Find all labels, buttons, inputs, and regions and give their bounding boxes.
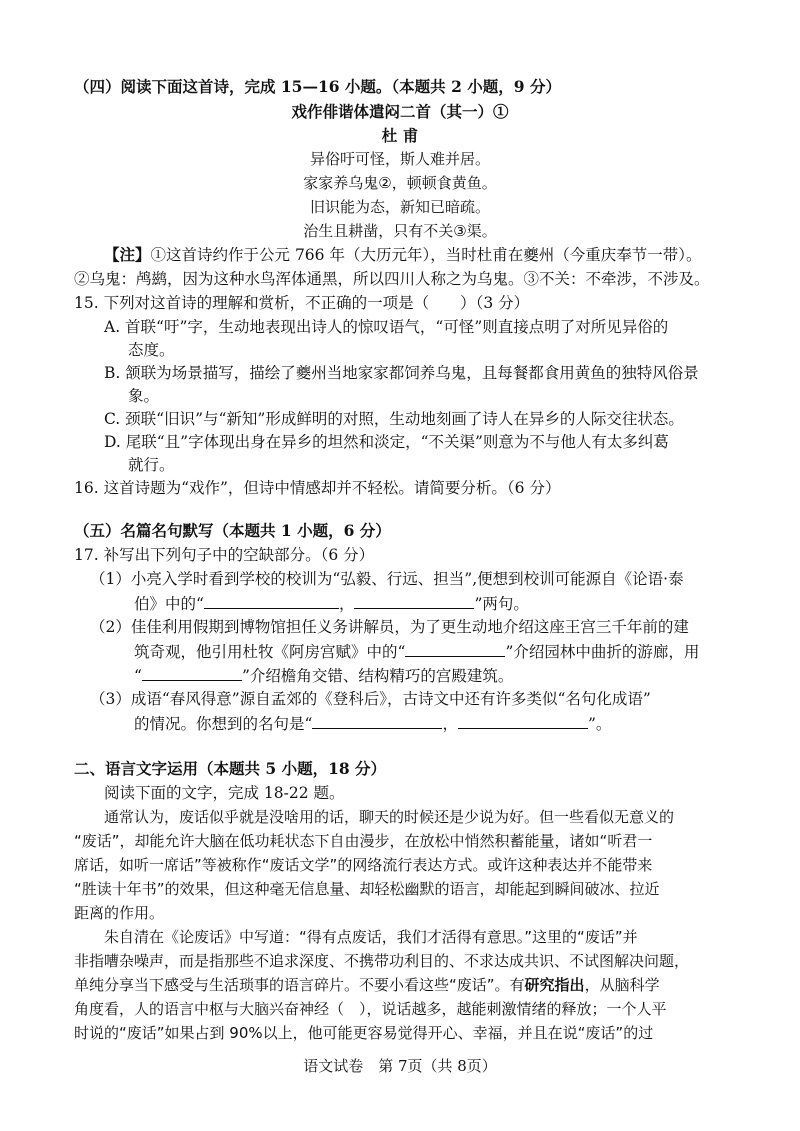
q17-item2-post: ”介绍园林中曲折的游廊，用 xyxy=(505,643,700,661)
q17-item1-pre: 伯》中的“ xyxy=(134,595,204,613)
note-text-1: ①这首诗约作于公元 766 年（大历元年），当时杜甫在夔州（今重庆奉节一带）。 xyxy=(150,246,702,264)
q17-item1-line1: （1）小亮入学时看到学校的校训为“弘毅、行远、担当”,便想到校训可能源自《论语·泰 xyxy=(90,570,684,588)
passage-p2-line3-a: 单纯分享当下感受与生活琐事的语言碎片。不要小看这些“废话”。有 xyxy=(74,976,525,994)
q17-item1-post: ”两句。 xyxy=(474,595,529,613)
q15-option-b: B. 颔联为场景描写，描绘了夔州当地家家都饲养乌鬼，且每餐都食用黄鱼的独特风俗景 xyxy=(104,364,699,382)
passage-p2-line1: 朱自清在《论废话》中写道：“得有点废话，我们才活得有意思。”这里的“废话”并 xyxy=(104,928,638,946)
part2-intro: 阅读下面的文字，完成 18-22 题。 xyxy=(104,784,345,802)
q17-item3-line1: （3）成语“春风得意”源自孟郊的《登科后》，古诗文中还有许多类似“名句化成语” xyxy=(90,690,651,708)
section5-heading: （五）名篇名句默写（本题共 1 小题，6 分） xyxy=(74,521,391,540)
part2-heading: 二、语言文字运用（本题共 5 小题，18 分） xyxy=(74,759,387,778)
q17-item1-mid: ， xyxy=(338,595,355,613)
passage-p2-emphasis: 研究指出 xyxy=(524,976,585,994)
answer-blank-3[interactable] xyxy=(405,640,505,657)
section4-heading: （四）阅读下面这首诗，完成 15—16 小题。（本题共 2 小题，9 分） xyxy=(74,77,561,96)
q17-item2-line2 xyxy=(134,640,699,663)
answer-blank-2[interactable] xyxy=(354,592,474,609)
answer-blank-1[interactable] xyxy=(204,592,339,609)
q15-option-a: A. 首联“吁”字，生动地表现出诗人的惊叹语气，“可怪”则直接点明了对所见异俗的 xyxy=(104,318,669,336)
q17-item2-pre: 筑奇观，他引用杜牧《阿房宫赋》中的“ xyxy=(134,643,406,661)
passage-p1-line1: 通常认为，废话似乎就是没啥用的话，聊天的时候还是少说为好。但一些看似无意义的 xyxy=(104,808,675,826)
answer-blank-5[interactable] xyxy=(312,712,442,729)
passage-p2-line3 xyxy=(74,974,660,996)
note-line-2: ②乌鬼：鸬鹚，因为这种水鸟浑体通黑，所以四川人称之为乌鬼。③不关：不牵涉，不涉及。 xyxy=(74,270,710,288)
poem-line-4: 治生且耕凿，只有不关③渠。 xyxy=(303,222,497,240)
q15-option-d: D. 尾联“且”字体现出身在异乡的坦然和淡定，“不关渠”则意为不与他人有太多纠葛 xyxy=(104,433,669,451)
poem-author: 杜 甫 xyxy=(381,126,419,145)
passage-p1-line5: 距离的作用。 xyxy=(74,904,165,922)
q15-option-d-cont: 就行。 xyxy=(128,456,175,474)
q17-item2-line3 xyxy=(134,664,513,687)
q17-stem: 17. 补写出下列句子中的空缺部分。（6 分） xyxy=(74,546,375,564)
passage-p1-line3: 席话，如听一席话”等被称作“废话文学”的网络流行表达方式。或许这种表达并不能带来 xyxy=(74,856,653,874)
q15-stem: 15. 下列对这首诗的理解和赏析，不正确的一项是（ ）（3 分） xyxy=(74,294,530,312)
passage-p1-line2: “废话”，却能允许大脑在低功耗状态下自由漫步，在放松中悄然积蓄能量，诸如“听君一 xyxy=(74,832,653,850)
q15-option-b-cont: 象。 xyxy=(128,387,160,405)
q15-option-a-cont: 态度。 xyxy=(128,341,175,359)
passage-p2-line4: 角度看，人的语言中枢与大脑兴奋神经（ ），说话越多，越能刺激情绪的释放；一个人平 xyxy=(74,1000,667,1018)
q17-item1-line2 xyxy=(134,592,529,615)
q17-item3-mid: ， xyxy=(442,715,458,733)
passage-p1-line4: “胜读十年书”的效果，但这种毫无信息量、却轻松幽默的语言，却能起到瞬间破冰、拉近 xyxy=(74,880,660,898)
q17-item3-post: ”。 xyxy=(587,715,612,733)
q17-item2-line1: （2）佳佳利用假期到博物馆担任义务讲解员，为了更生动地介绍这座王宫三千年前的建 xyxy=(90,618,689,636)
q17-item2c-pre: “ xyxy=(134,667,142,685)
q17-item3-pre: 的情况。你想到的名句是“ xyxy=(134,715,313,733)
poem-title: 戏作俳谐体遣闷二首（其一）① xyxy=(291,102,509,121)
passage-p2-line2: 非指嘈杂噪声，而是指那些不追求深度、不携带功利目的、不求达成共识、不试图解决问题， xyxy=(74,952,690,970)
poem-line-3: 旧识能为态，新知已暗疏。 xyxy=(309,198,490,216)
page-footer: 语文试卷 第 7页（共 8页） xyxy=(303,1057,497,1075)
poem-line-1: 异俗吁可怪，斯人难并居。 xyxy=(309,150,490,168)
q15-option-c: C. 颈联“旧识”与“新知”形成鲜明的对照，生动地刻画了诗人在异乡的人际交往状态。 xyxy=(104,410,684,428)
passage-p2-line3-b: ，从脑科学 xyxy=(584,976,660,994)
note-line-1 xyxy=(104,244,701,266)
q17-item2c-post: ”介绍檐角交错、结构精巧的宫殿建筑。 xyxy=(241,667,514,685)
answer-blank-4[interactable] xyxy=(142,664,242,681)
answer-blank-6[interactable] xyxy=(458,712,588,729)
poem-line-2: 家家养乌鬼②，顿顿食黄鱼。 xyxy=(303,174,497,192)
q17-item3-line2 xyxy=(134,712,611,735)
note-label: 【注】 xyxy=(104,245,151,264)
q16-stem: 16. 这首诗题为“戏作”，但诗中情感却并不轻松。请简要分析。（6 分） xyxy=(74,479,561,497)
passage-p2-line5: 时说的“废话”如果占到 90%以上，他可能更容易觉得开心、幸福，并且在说“废话”的过 xyxy=(74,1024,654,1042)
